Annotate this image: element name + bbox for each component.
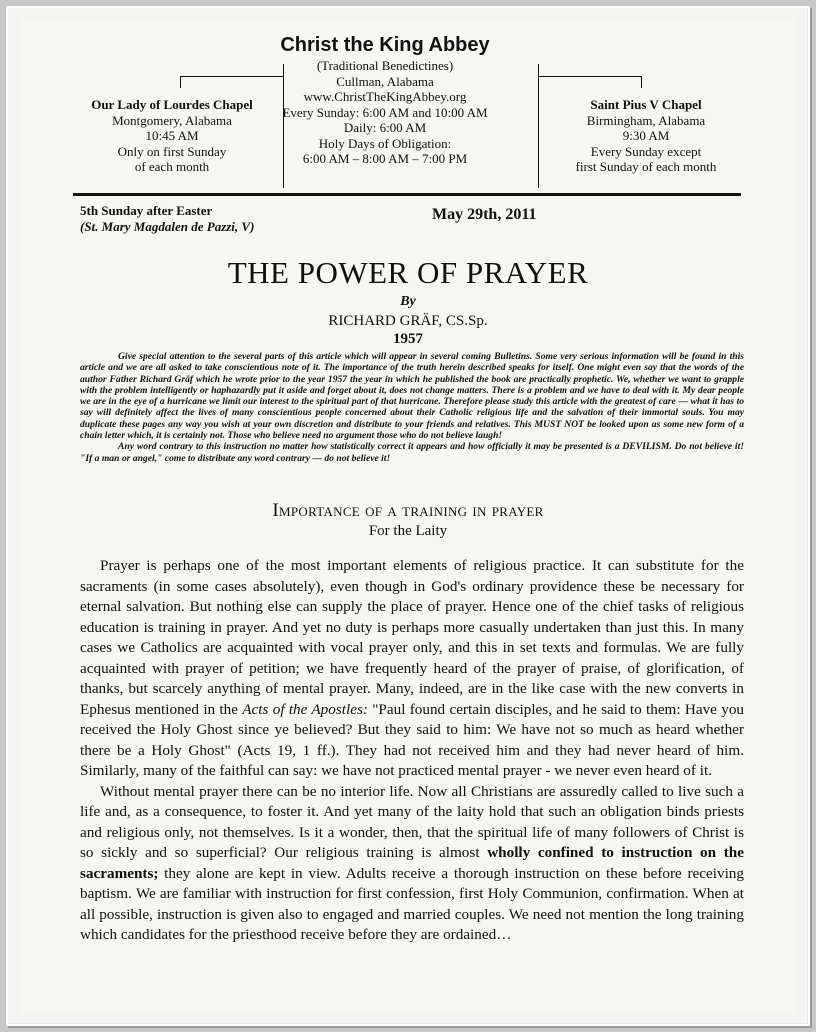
right-chapel-line: Birmingham, Alabama: [586, 112, 706, 128]
abbey-line: Cullman, Alabama: [336, 73, 434, 89]
abbey-line: Holy Days of Obligation:: [318, 135, 452, 151]
abbey-info: [255, 33, 515, 167]
liturgical-day: [80, 203, 254, 235]
left-chapel-line: 10:45 AM: [145, 128, 199, 143]
article-year: 1957: [393, 331, 423, 347]
body-paragraph: [80, 782, 744, 946]
right-bracket-line: [538, 76, 641, 77]
left-bracket-tick: [180, 76, 181, 88]
header-rule: [73, 193, 741, 196]
left-chapel-info: [62, 97, 282, 175]
abbey-title: Christ the King Abbey: [280, 34, 490, 56]
bulletin-date: May 29th, 2011: [432, 206, 537, 223]
right-chapel-line: Every Sunday except: [590, 143, 702, 159]
intro-paragraph: Any word contrary to this instruction no matter how statistically correct it appears and how officially it may be presented is a DEVILISM. Do not believe it! "If a man or angel," come to distribute any word contrary — do not believe it!: [80, 441, 744, 464]
body-text: they alone are kept in view. Adults receive a thorough instruction on these before receiving baptism. We are familiar with instruction for first confession, first Holy Communion, confirmation. When at all possible, instruction is given also to engaged and married couples. We need not mention the long training which candidates for the priesthood receive before they are ordained…: [80, 864, 744, 943]
article-title: THE POWER OF PRAYER: [227, 255, 589, 290]
abbey-line: Daily: 6:00 AM: [343, 120, 427, 135]
abbey-website: www.ChristTheKingAbbey.org: [303, 89, 467, 104]
saint-of-day: (St. Mary Magdalen de Pazzi, V): [80, 219, 255, 234]
abbey-line: Every Sunday: 6:00 AM and 10:00 AM: [282, 104, 488, 120]
intro-paragraph: Give special attention to the several parts of this article which will appear in several coming Bulletins. Some very serious information will be found in this article and we are all asked to take conscientious note of it. The importance of the truth herein described speaks for itself. One might even say that the words of the author Father Richard Gräf which he wrote prior to the year 1957 the year in which he published the book are practically prophetic. We, whether we want to grapple with the problem intelligently or haphazardly put it aside and forget about it, does not change matters. There is a problem and we have to deal with it. My dear people we are in the eye of a hurricane we limit our interest to the spiritual part of that hurricane. Therefore please study this article with the greatest of care — what it has to say will definitely affect the lives of many conscientious people concerned about their Catholic religious life and the salvation of their immortal souls. You may duplicate these pages any way you wish at your own discretion and distribute to your friends and relatives. This MUST NOT be looked upon as some new form of a chain letter which, it is certainly not. Those who believe need no argument those who do not believe laugh!: [80, 351, 744, 442]
section-title: Importance of a training in prayer: [272, 500, 544, 521]
left-chapel-line: of each month: [134, 159, 210, 174]
emphasis-text: wholly confined to instruction on the sacraments;: [80, 844, 744, 882]
body-text: Prayer is perhaps one of the most important elements of religious practice. It can substitute for the sacraments (in some cases absolutely), even though in God's ordinary providence these be necessary for eternal salvation. But nothing else can supply the place of prayer. Hence one of the chief tasks of religious education is training in prayer. And yet no duty is perhaps more casually undertaken than just this. In many cases we Catholics are acquainted with vocal prayer only, and this in set texts and formulas. We are fully acquainted with prayer of petition; we have frequently heard of the prayer of praise, of glorification, of thanks, but scarcely anything of mental prayer. Many, indeed, are in the like case with the new converts in Ephesus mentioned in the: [80, 557, 744, 718]
section-subtitle: For the Laity: [368, 523, 448, 539]
abbey-line: (Traditional Benedictines): [316, 58, 454, 73]
left-chapel-line: Montgomery, Alabama: [112, 112, 232, 128]
body-paragraph: [80, 556, 744, 782]
article-author: RICHARD GRÄF, CS.Sp.: [328, 313, 488, 329]
right-chapel-line: 9:30 AM: [622, 128, 670, 143]
article-body: [80, 556, 744, 946]
acts-reference: Acts of the Apostles:: [242, 700, 368, 718]
right-bracket-tick: [641, 76, 642, 88]
abbey-line: 6:00 AM – 8:00 AM – 7:00 PM: [302, 151, 468, 166]
sunday-name: 5th Sunday after Easter: [80, 203, 213, 218]
editor-introduction: [80, 351, 744, 464]
left-chapel-line: Only on first Sunday: [117, 143, 227, 159]
right-chapel-name: Saint Pius V Chapel: [590, 97, 702, 112]
article-by: By: [400, 294, 416, 309]
right-chapel-info: [535, 97, 757, 175]
body-text: Without mental prayer there can be no interior life. Now all Christians are assuredly called to live such a life and, as a consequence, to foster it. And yet many of the laity hold that such an obligation binds priests and religious only, not themselves. Is it a wonder, then, that the spiritual life of many followers of Christ is so sickly and so superficial? Our religious training is almost: [80, 782, 744, 861]
right-chapel-line: first Sunday of each month: [575, 159, 717, 174]
left-chapel-name: Our Lady of Lourdes Chapel: [91, 97, 253, 112]
body-text: "Paul found certain disciples, and he said to them: Have you received the Holy Ghost since ye believed? But they said to him: We have not so much as heard whether there be a Holy Ghost" (Acts 19, 1 ff.). They had not received him and they had never heard of him. Similarly, many of the faithful can say: we have not practiced mental prayer - we never even heard of it.: [80, 700, 745, 779]
